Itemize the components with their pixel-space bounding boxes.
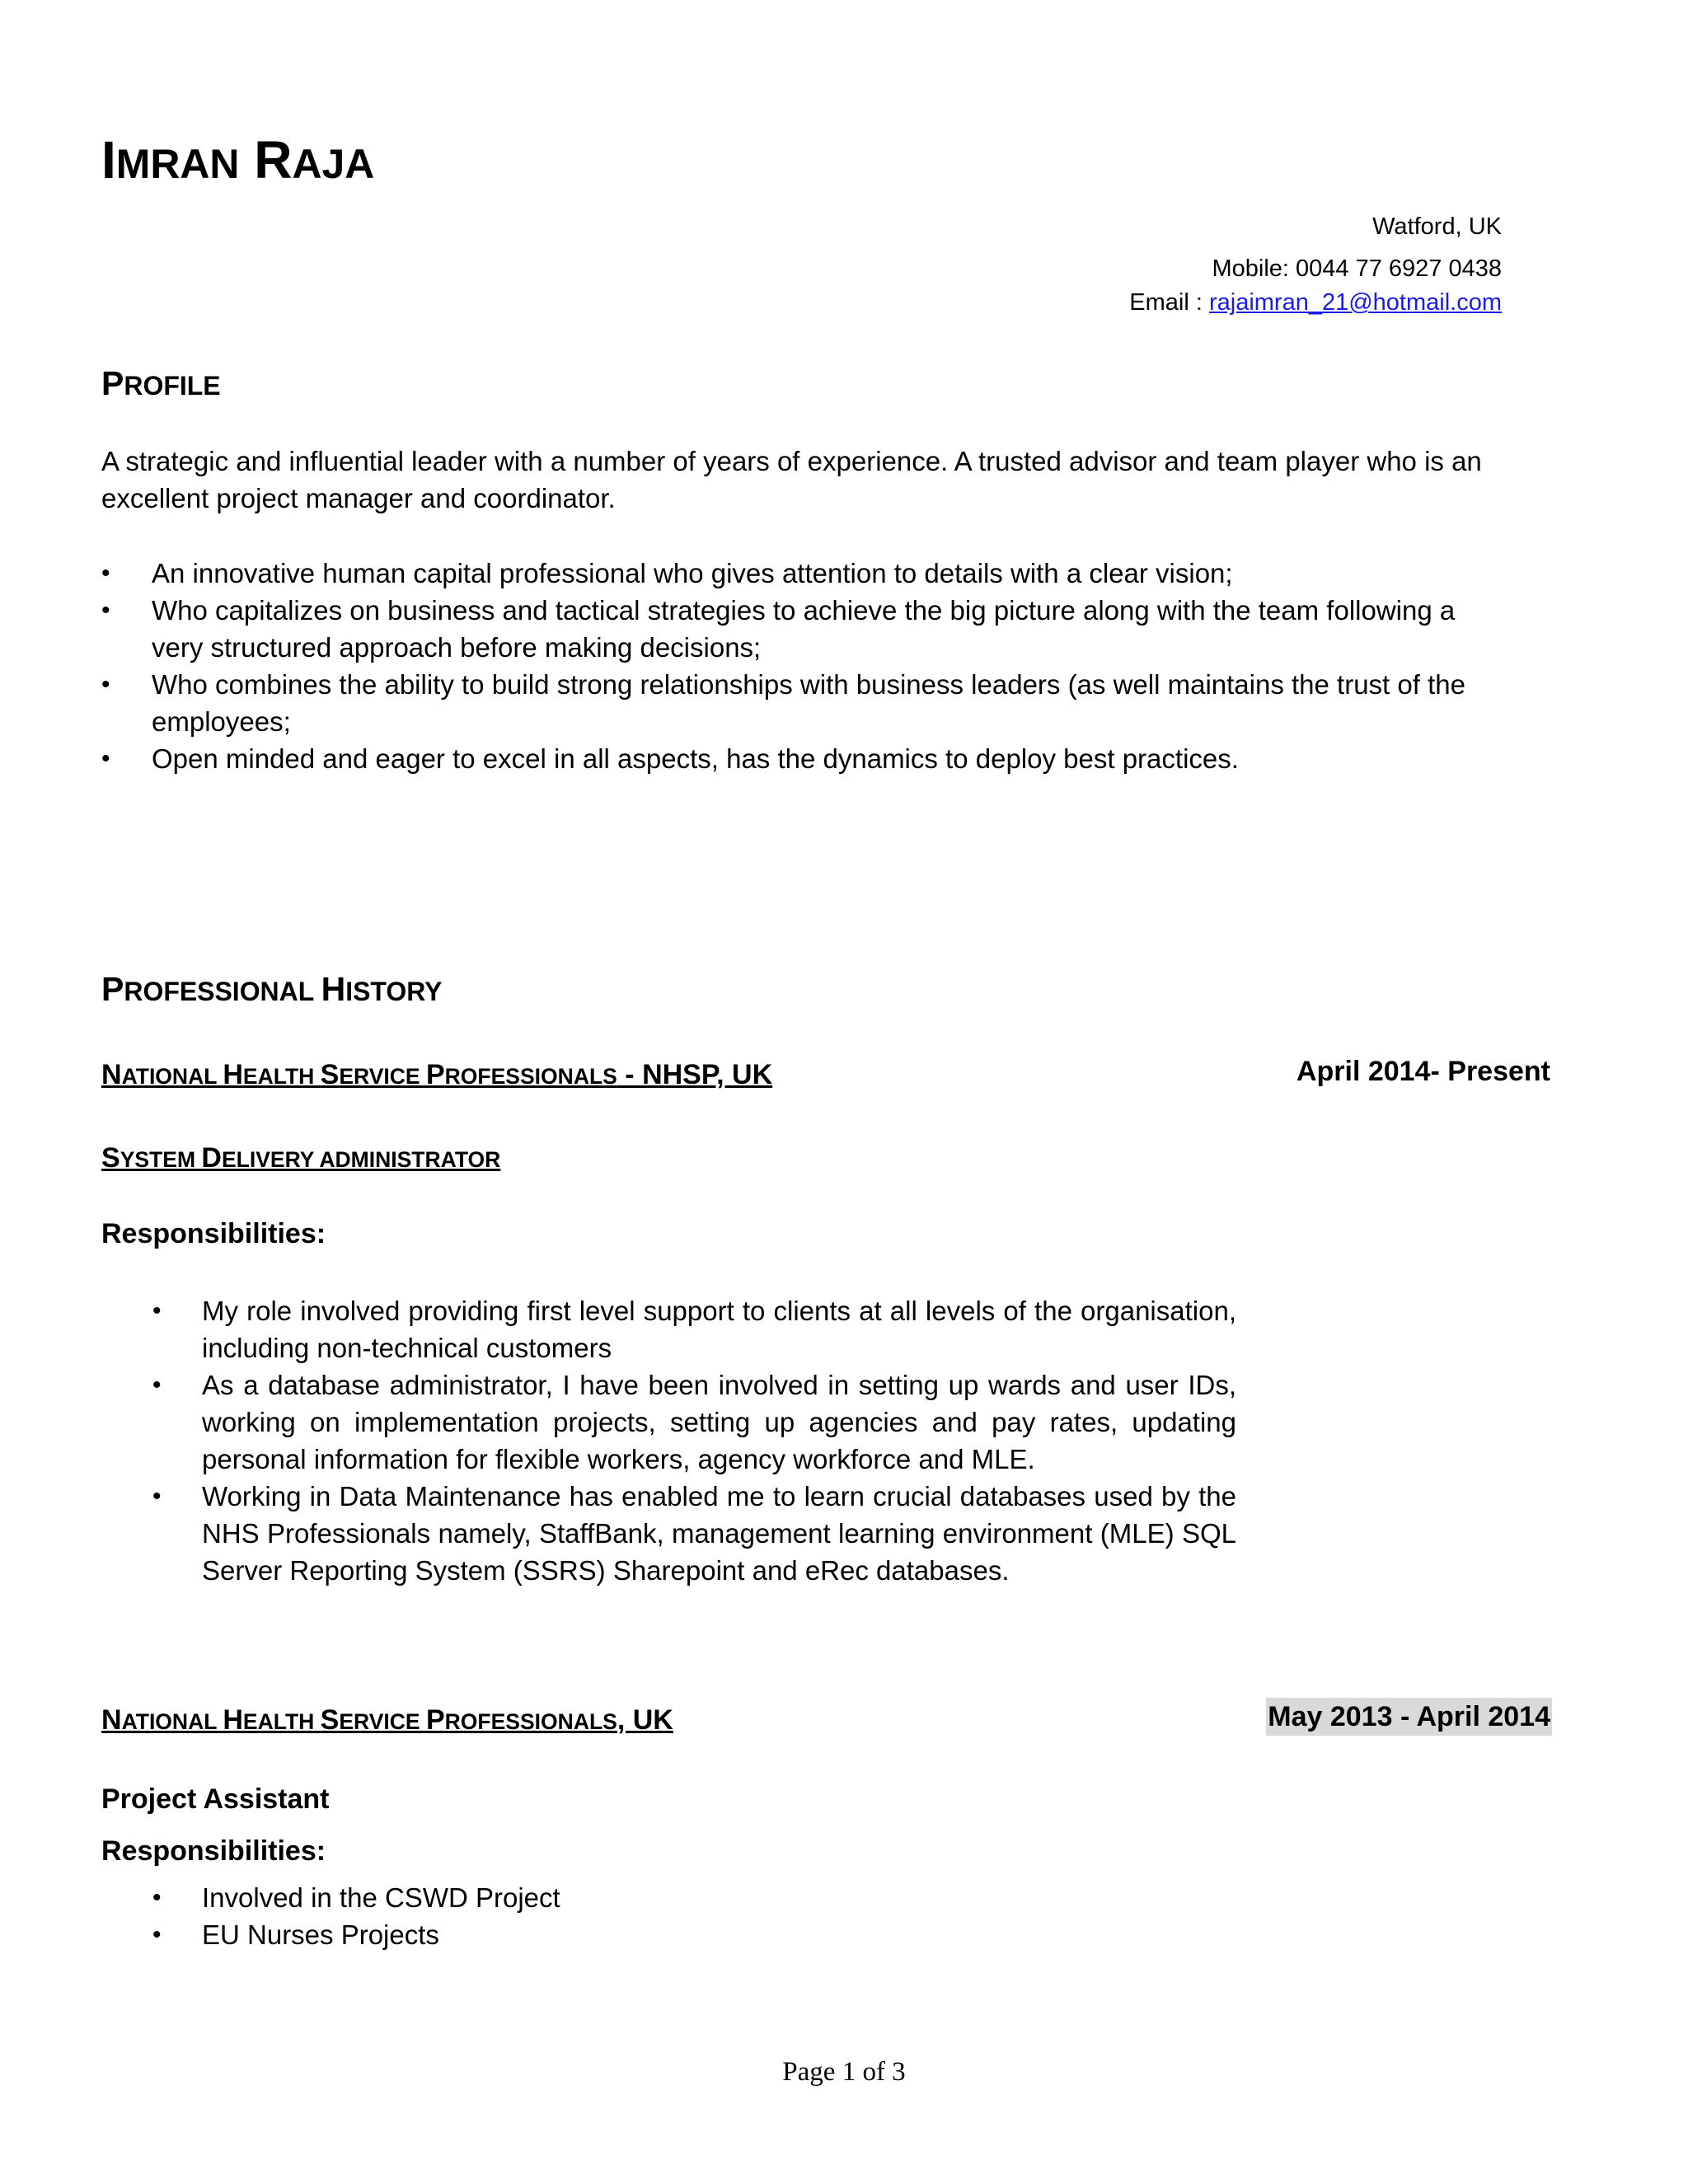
responsibilities-label: Responsibilities: xyxy=(101,1835,326,1867)
highlighted-dates: May 2013 - April 2014 xyxy=(1266,1698,1552,1736)
list-item: • Who capitalizes on business and tactical strategies to achieve the big picture along with the team following a very structured approach before making decisions; xyxy=(101,592,1503,666)
email-label: Email : xyxy=(1129,289,1209,316)
job-role: SYSTEM DELIVERY ADMINISTRATOR xyxy=(101,1142,501,1174)
job-dates: April 2014- Present xyxy=(1296,1056,1550,1087)
candidate-name: IMRAN RAJA xyxy=(101,130,375,190)
list-item: • Involved in the CSWD Project xyxy=(148,1879,1236,1916)
job-role: Project Assistant xyxy=(101,1783,330,1815)
responsibilities-list xyxy=(148,1292,1236,1589)
bullet-dot-icon: • xyxy=(101,671,110,698)
job-dates xyxy=(1266,1703,1552,1731)
profile-heading: PROFILE xyxy=(101,364,221,402)
contact-mobile: Mobile: 0044 77 6927 0438 xyxy=(1212,255,1502,282)
list-item: • My role involved providing first level support to clients at all levels of the organisation, including non-technical customers xyxy=(148,1292,1236,1366)
bullet-dot-icon: • xyxy=(152,1371,162,1399)
bullet-dot-icon: • xyxy=(152,1884,162,1911)
bullet-dot-icon: • xyxy=(152,1921,162,1948)
history-heading: PROFESSIONAL HISTORY xyxy=(101,970,443,1008)
profile-bullet-list xyxy=(101,555,1503,777)
responsibilities-list xyxy=(148,1879,1236,1953)
contact-email xyxy=(1129,288,1502,317)
list-item: • Working in Data Maintenance has enabled me to learn crucial databases used by the NHS Professionals namely, StaffBank, management learning environment (MLE) SQL Server Reporting System (SSRS) Sharepoint and eRec databases. xyxy=(148,1478,1236,1589)
job-employer: NATIONAL HEALTH SERVICE PROFESSIONALS - NHSP, UK xyxy=(101,1059,773,1090)
contact-location: Watford, UK xyxy=(1372,213,1502,240)
bullet-dot-icon: • xyxy=(152,1483,162,1510)
job-employer: NATIONAL HEALTH SERVICE PROFESSIONALS, UK xyxy=(101,1704,673,1736)
list-item: • EU Nurses Projects xyxy=(148,1916,1236,1953)
responsibilities-label: Responsibilities: xyxy=(101,1218,326,1249)
bullet-dot-icon: • xyxy=(152,1297,162,1324)
profile-summary: A strategic and influential leader with a number of years of experience. A trusted advisor and team player who is an excellent project manager and coordinator. xyxy=(101,446,1482,513)
page-number: Page 1 of 3 xyxy=(782,2057,906,2087)
bullet-dot-icon: • xyxy=(101,560,110,587)
list-item: • As a database administrator, I have been involved in setting up wards and user IDs, working on implementation projects, setting up agencies and pay rates, updating personal information for flexible workers, agency workforce and MLE. xyxy=(148,1366,1236,1478)
list-item: • Open minded and eager to excel in all aspects, has the dynamics to deploy best practices. xyxy=(101,740,1503,777)
bullet-dot-icon: • xyxy=(101,597,110,624)
email-link[interactable]: rajaimran_21@hotmail.com xyxy=(1208,289,1502,316)
bullet-dot-icon: • xyxy=(101,745,110,772)
list-item: • An innovative human capital professional who gives attention to details with a clear vision; xyxy=(101,555,1503,592)
list-item: • Who combines the ability to build strong relationships with business leaders (as well maintains the trust of the employees; xyxy=(101,666,1503,740)
